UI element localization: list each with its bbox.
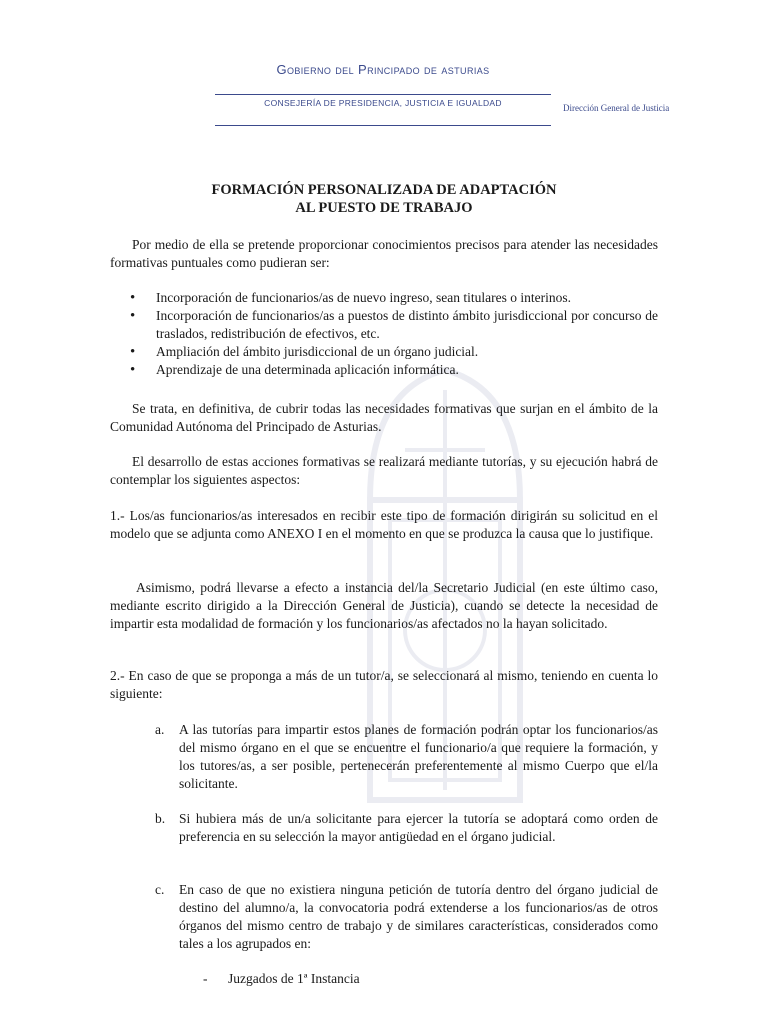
department-name: CONSEJERÍA DE PRESIDENCIA, JUSTICIA E IGUALDAD: [264, 98, 502, 108]
direction-name: Dirección General de Justicia: [563, 103, 670, 113]
item-marker: c.: [155, 882, 165, 897]
point-2-paragraph: 2.- En caso de que se proponga a más de un tutor/a, se seleccionará al mismo, teniendo en cuenta lo siguiente:: [110, 668, 658, 701]
document-title: [110, 181, 658, 217]
development-paragraph: El desarrollo de estas acciones formativas se realizará mediante tutorías, y su ejecución habrá de contemplar los siguientes aspectos:: [110, 454, 658, 487]
list-item: • Ampliación del ámbito jurisdiccional de un órgano judicial.: [110, 343, 658, 361]
item-text: A las tutorías para impartir estos planes de formación podrán optar los funcionarios/as del mismo órgano en el que se encuentre el funcionario/a que requiere la formación, y los tutores/as, a ser posible, pertenecerán preferentemente al mismo Cuerpo que el/la solicitante.: [179, 722, 658, 791]
title-line-2: AL PUESTO DE TRABAJO: [295, 200, 473, 216]
item-text: Si hubiera más de un/a solicitante para ejercer la tutoría se adoptará como orden de preferencia en su selección la mayor antigüedad en el órgano judicial.: [179, 811, 658, 844]
point-1-paragraph: 1.- Los/as funcionarios/as interesados en recibir este tipo de formación dirigirán su solicitud en el modelo que se adjunta como ANEXO I en el momento en que se produzca la causa que lo justifique.: [110, 508, 658, 541]
intro-paragraph: Por medio de ella se pretende proporcionar conocimientos precisos para atender las necesidades formativas puntuales como pudieran ser:: [110, 237, 658, 270]
likewise-paragraph: Asimismo, podrá llevarse a efecto a instancia del/la Secretario Judicial (en este último caso, mediante escrito dirigido a la Dirección General de Justicia), cuando se detecte la necesidad de impartir esta modalidad de formación y los funcionarios/as afectados no la hayan solicitado.: [110, 580, 658, 631]
header-divider-bottom: [215, 125, 551, 126]
dash-text: Juzgados de 1ª Instancia: [228, 971, 360, 986]
title-line-1: FORMACIÓN PERSONALIZADA DE ADAPTACIÓN: [211, 182, 557, 198]
item-text: En caso de que no existiera ninguna petición de tutoría dentro del órgano judicial de destino del alumno/a, la convocatoria podrá extenderse a los funcionarios/as de otros órganos del mismo centro de trabajo y de similares características, considerados como tales a los agrupados en:: [179, 882, 658, 951]
scope-paragraph: Se trata, en definitiva, de cubrir todas las necesidades formativas que surjan en el ámbito de la Comunidad Autónoma del Principado de Asturias.: [110, 401, 658, 434]
list-item: • Incorporación de funcionarios/as de nuevo ingreso, sean titulares o interinos.: [110, 289, 658, 307]
item-marker: b.: [155, 811, 166, 826]
bullet-list: [110, 289, 658, 379]
dash-marker: -: [203, 971, 208, 986]
list-item: • Incorporación de funcionarios/as a puestos de distinto ámbito jurisdiccional por concurso de traslados, redistribución de efectivos, etc.: [110, 307, 658, 343]
item-marker: a.: [155, 722, 165, 737]
government-name: Gobierno del Principado de asturias: [276, 62, 490, 77]
header-divider-top: [215, 94, 551, 95]
list-item: • Aprendizaje de una determinada aplicación informática.: [110, 361, 658, 379]
